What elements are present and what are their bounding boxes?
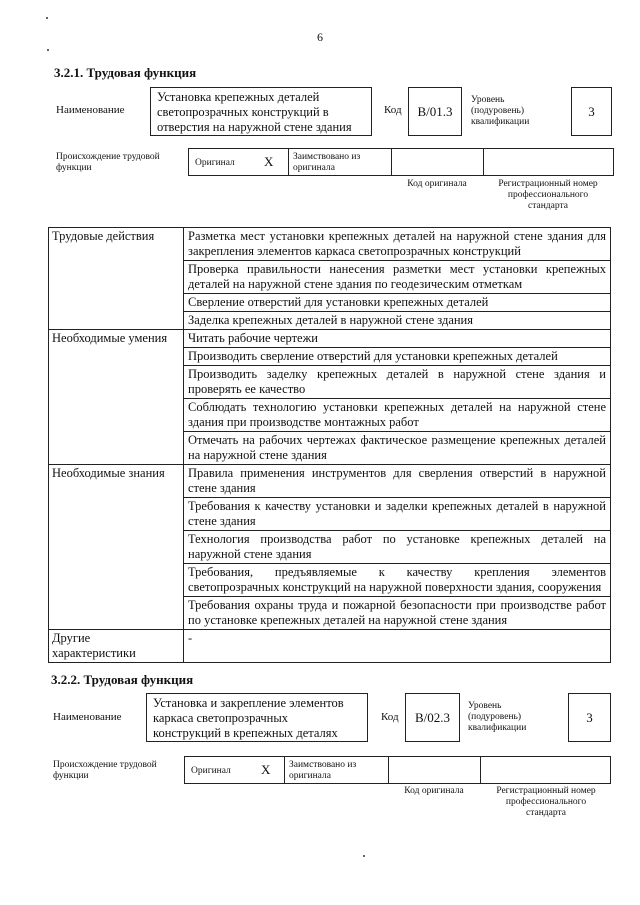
labor-action-item: Проверка правильности нанесения разметки мест установки крепежных деталей на наружной стене здания по геодезическим отметкам — [184, 261, 611, 294]
other-characteristics-header: Другие характеристики — [49, 630, 184, 663]
skill-item: Производить заделку крепежных деталей в наружной стене здания и проверять ее качество — [184, 366, 611, 399]
divider — [388, 757, 389, 783]
original-label: Оригинал — [195, 158, 235, 168]
table-row — [49, 330, 611, 348]
table-row — [49, 465, 611, 498]
knowledge-header: Необходимые знания — [49, 465, 184, 630]
origin-table — [188, 148, 614, 176]
other-characteristics-value: - — [184, 630, 611, 663]
origin-label: Происхождение трудовой функции — [53, 760, 157, 781]
borrowed-label: Заимствовано из оригинала — [293, 152, 361, 173]
code-original-caption: Код оригинала — [404, 786, 464, 796]
page-number: 6 — [317, 30, 323, 44]
labor-action-item: Заделка крепежных деталей в наружной стене здания — [184, 312, 611, 330]
divider — [483, 149, 484, 175]
table-row — [49, 228, 611, 261]
original-mark: X — [264, 154, 274, 169]
qualification-level-value: 3 — [588, 103, 595, 119]
name-label: Наименование — [56, 104, 125, 116]
divider — [480, 757, 481, 783]
skill-item: Отмечать на рабочих чертежах фактическое размещение крепежных деталей на наружной стене здания — [184, 432, 611, 465]
name-label: Наименование — [53, 711, 122, 723]
knowledge-item: Требования охраны труда и пожарной безопасности при производстве работ по установке крепежных деталей на наружной стене здания — [184, 597, 611, 630]
code-value-box — [405, 693, 460, 742]
origin-table — [184, 756, 611, 784]
labor-action-item: Сверление отверстий для установки крепежных деталей — [184, 294, 611, 312]
code-original-caption: Код оригинала — [407, 179, 467, 189]
knowledge-item: Технология производства работ по установке крепежных деталей на наружной стене здания — [184, 531, 611, 564]
reg-number-caption: Регистрационный номер профессионального стандарта — [498, 179, 598, 211]
qualification-level-box — [571, 87, 612, 136]
reg-number-caption: Регистрационный номер профессионального стандарта — [496, 786, 596, 818]
origin-label: Происхождение трудовой функции — [56, 152, 160, 173]
labor-function-table — [48, 227, 611, 663]
scan-speck — [47, 49, 49, 51]
function-name-box — [150, 87, 372, 136]
skill-item: Соблюдать технологию установки крепежных деталей на наружной стене здания при производстве монтажных работ — [184, 399, 611, 432]
qualification-level-label: Уровень (подуровень) квалификации — [471, 95, 530, 127]
knowledge-item: Требования к качеству установки и заделки крепежных деталей в наружной стене здания — [184, 498, 611, 531]
section-title: 3.2.1. Трудовая функция — [54, 65, 197, 80]
original-mark: X — [261, 762, 271, 777]
skill-item: Читать рабочие чертежи — [184, 330, 611, 348]
knowledge-item: Правила применения инструментов для сверления отверстий в наружной стене здания — [184, 465, 611, 498]
code-value: B/01.3 — [417, 103, 453, 119]
code-value-box — [408, 87, 462, 136]
skills-header: Необходимые умения — [49, 330, 184, 465]
function-name-line: Установка крепежных деталей — [157, 90, 320, 104]
code-label: Код — [381, 711, 399, 723]
labor-actions-header: Трудовые действия — [49, 228, 184, 330]
original-label: Оригинал — [191, 766, 231, 776]
divider — [284, 757, 285, 783]
scan-speck — [363, 855, 365, 857]
function-name-line: светопрозрачных конструкций в — [157, 105, 329, 119]
function-name-line: Установка и закрепление элементов — [153, 696, 344, 710]
qualification-level-value: 3 — [586, 709, 593, 725]
skill-item: Производить сверление отверстий для установки крепежных деталей — [184, 348, 611, 366]
code-label: Код — [384, 104, 402, 116]
section-title: 3.2.2. Трудовая функция — [51, 672, 194, 687]
table-row — [49, 630, 611, 663]
function-name-line: каркаса светопрозрачных — [153, 711, 289, 725]
qualification-level-label: Уровень (подуровень) квалификации — [468, 701, 527, 733]
qualification-level-box — [568, 693, 611, 742]
knowledge-item: Требования, предъявляемые к качеству крепления элементов светопрозрачных конструкций на наружной поверхности здания, сооружения — [184, 564, 611, 597]
function-name-line: отверстия на наружной стене здания — [157, 120, 352, 134]
divider — [288, 149, 289, 175]
code-value: B/02.3 — [414, 709, 451, 725]
labor-action-item: Разметка мест установки крепежных деталей на наружной стене здания для закрепления элементов каркаса светопрозрачных конструкций — [184, 228, 611, 261]
scan-speck — [46, 17, 48, 19]
function-name-line: конструкций в крепежных деталях — [153, 726, 338, 740]
borrowed-label: Заимствовано из оригинала — [289, 760, 357, 781]
function-name-box — [146, 693, 368, 742]
divider — [391, 149, 392, 175]
